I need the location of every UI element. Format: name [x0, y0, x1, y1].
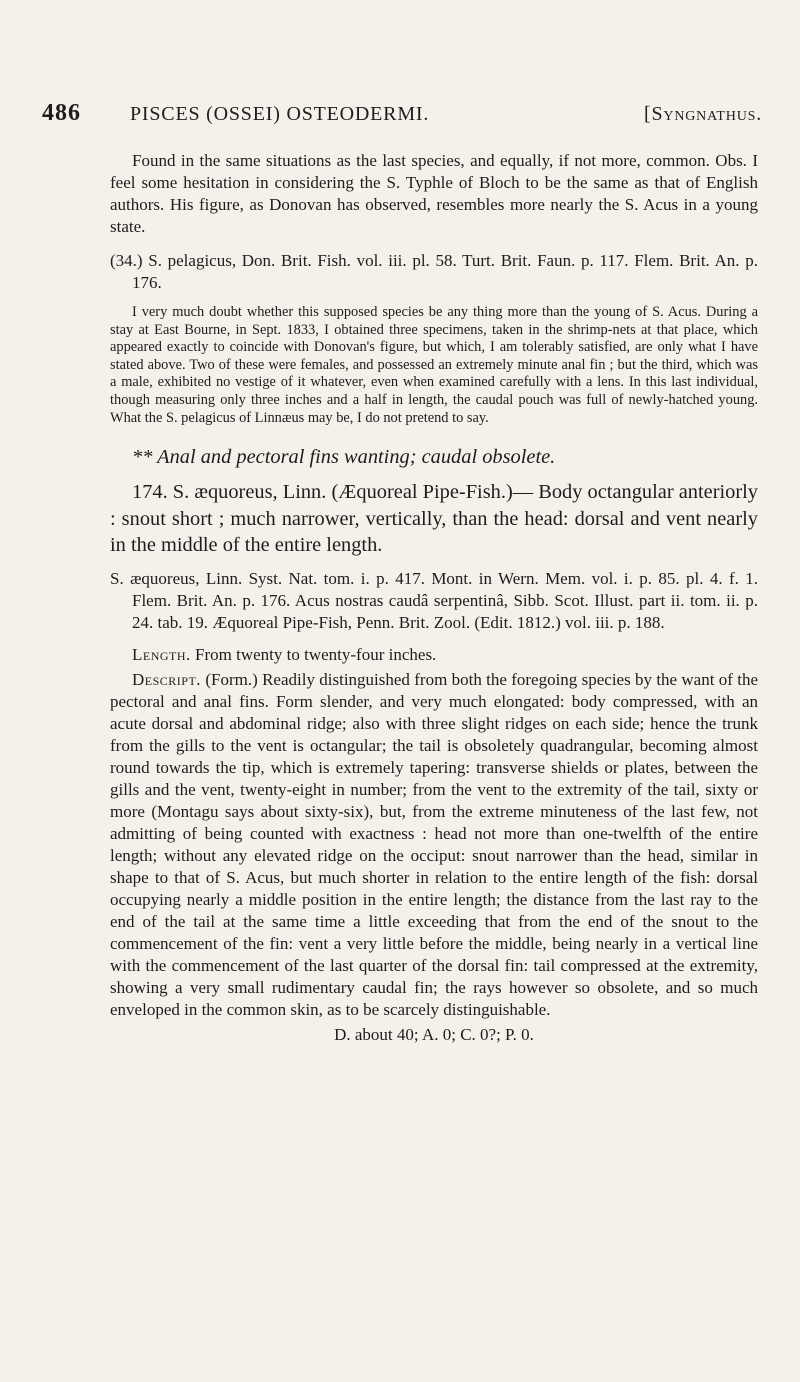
running-genus: [Syngnathus. [644, 103, 762, 125]
species-174-diagnosis: 174. S. æquoreus, Linn. (Æquoreal Pipe-Fish.)— Body octangular anteriorly : snout short ; much narrower, vertically, than the head: dorsal and vent nearly in the middle of the entire length. [110, 481, 758, 556]
descript-label: Descript. [132, 670, 202, 690]
running-header [42, 100, 762, 136]
description-paragraph [110, 669, 758, 1021]
page-body [110, 150, 758, 1046]
descript-text: (Form.) Readily distinguished from both the foregoing species by the want of the pectoral and anal fins. Form slender, and very much elongated: body compressed, with an acute dorsal and abdominal ridge; also with three slight ridges on each side; hence the trunk from the gills to the vent is octangular; the tail is obsoletely quadrangular, becoming almost round towards the tip, which is extremely tapering: transverse shields or plates, between the gills and the vent, twenty-eight in number; from the vent to the extremity of the tail, sixty or more (Montagu says about sixty-six), but, from the extreme minuteness of the last few, not admitting of being counted with exactness : head not more than one-twelfth of the entire length; without any elevated ridge on the occiput: snout narrower than the head, similar in shape to that of S. Acus, but much shorter in relation to the entire length of the fish: dorsal occupying nearly a middle position in the entire length; the distance from the last ray to the end of the tail at the same time a little exceeding that from the end of the snout to the commencement of the fin: vent a very little before the middle, being nearly in a vertical line with the commencement of the last quarter of the dorsal fin: tail compressed at the extremity, showing a very small rudimentary caudal fin; the rays however so obsolete, and so much enveloped in the common skin, as to be scarcely distinguishable. [110, 670, 758, 1020]
synonymy-aequoreus: S. æquoreus, Linn. Syst. Nat. tom. i. p. 417. Mont. in Wern. Mem. vol. i. p. 85. pl. 4. f. 1. Flem. Brit. An. p. 176. Acus nostras caudâ serpentinâ, Sibb. Scot. Illust. part ii. tom. ii. p. 24. tab. 19. Æquoreal Pipe-Fish, Penn. Brit. Zool. (Edit. 1812.) vol. iii. p. 188. [110, 569, 758, 633]
species-entry-pelagicus: (34.) S. pelagicus, Don. Brit. Fish. vol. iii. pl. 58. Turt. Brit. Faun. p. 117. Flem. Brit. An. p. 176. [110, 251, 758, 292]
page-number: 486 [42, 100, 81, 126]
length-label: Length. [132, 645, 191, 665]
paragraph-s-acus-habitat: Found in the same situations as the last species, and equally, if not more, common. Obs. I feel some hesitation in considering the S. Typhle of Bloch to be the same as that of English authors. His figure, as Donovan has observed, resembles more nearly the S. Acus in a young state. [110, 151, 758, 236]
fin-formula: D. about 40; A. 0; C. 0?; P. 0. [334, 1025, 534, 1045]
note-pelagicus: I very much doubt whether this supposed species be any thing more than the young of S. Acus. During a stay at East Bourne, in Sept. 1833, I obtained three specimens, taken in the shrimp-nets at that place, which appeared exactly to coincide with Donovan's figure, but which, I am tolerably satisfied, are only what I have stated above. Two of these were females, and possessed an extremely minute anal fin ; but the third, which was a male, exhibited no vestige of it whatever, even when examined carefully with a lens. In this last individual, though measuring only three inches and a half in length, the caudal pouch was full of newly-hatched young. What the S. pelagicus of Linnæus may be, I do not pretend to say. [110, 304, 758, 426]
length-text: From twenty to twenty-four inches. [195, 645, 437, 665]
running-title: PISCES (OSSEI) OSTEODERMI. [130, 103, 430, 125]
length-paragraph [110, 644, 758, 666]
section-heading: ** Anal and pectoral fins wanting; caudal obsolete. [132, 446, 556, 469]
